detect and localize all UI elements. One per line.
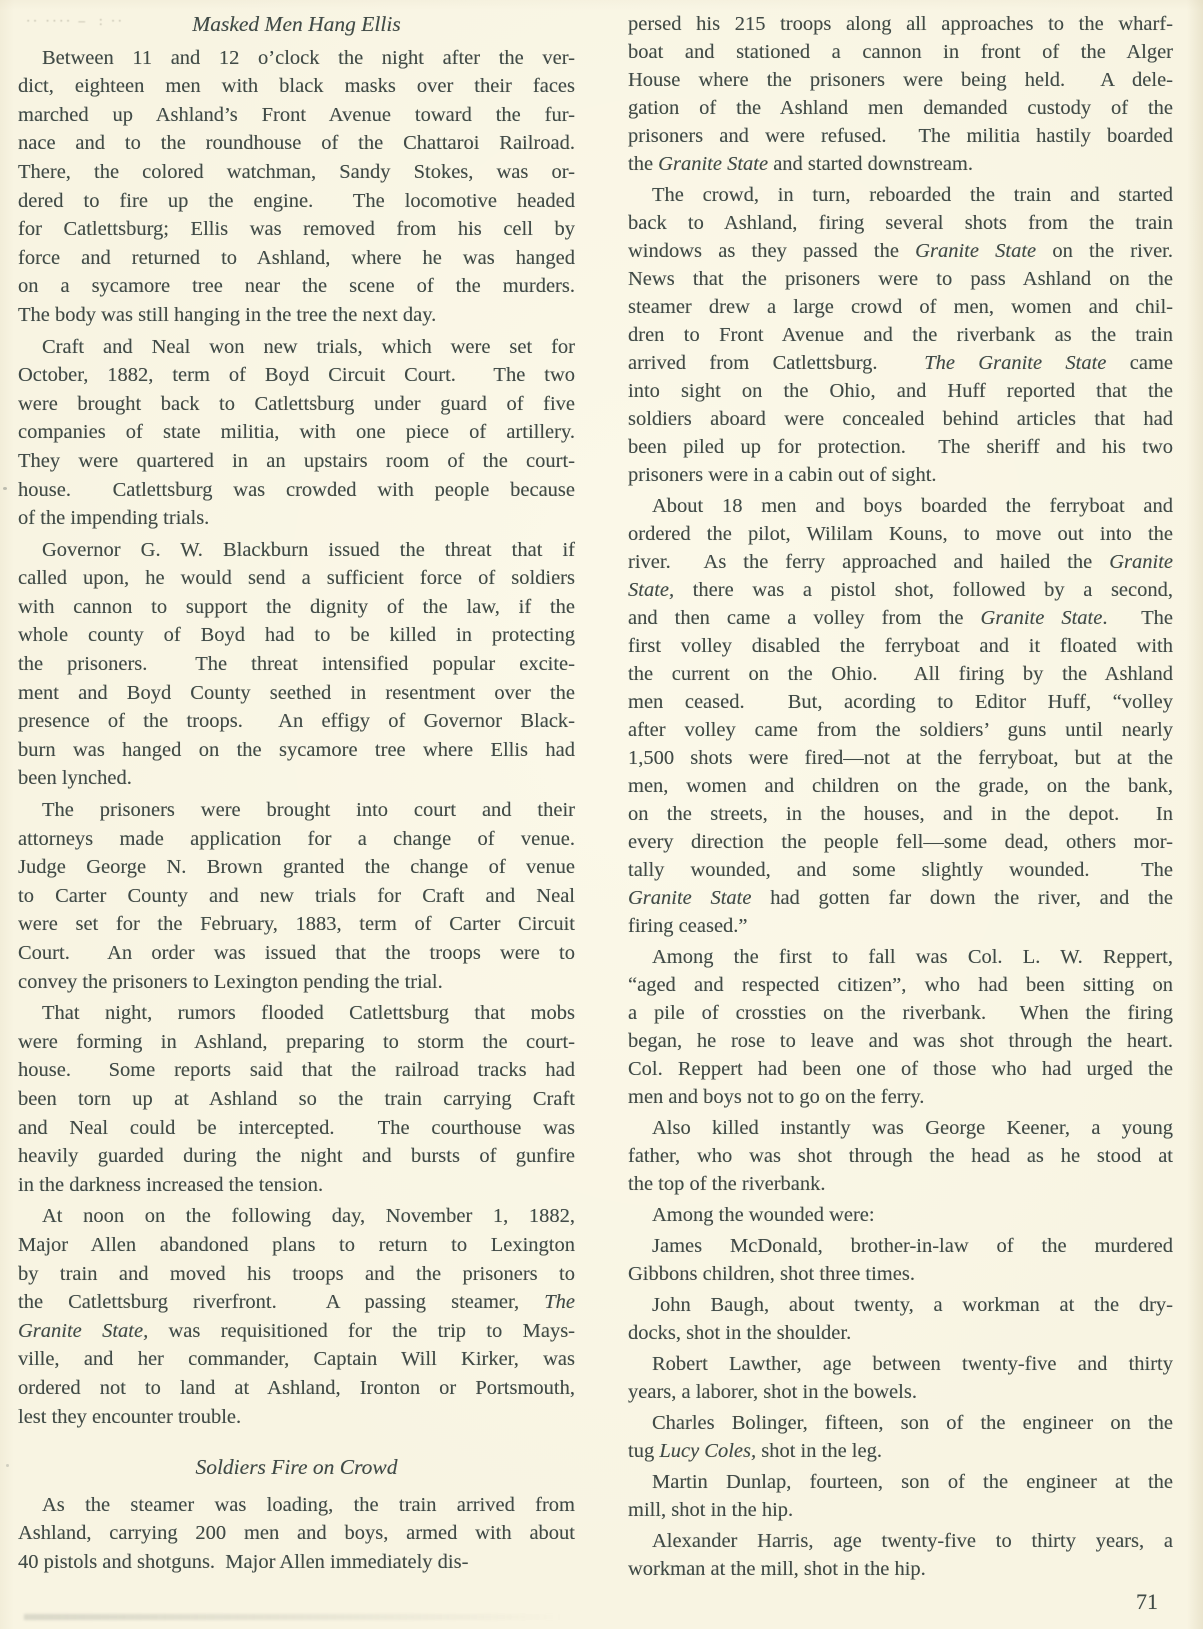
paragraph [18, 536, 575, 793]
text-line [628, 293, 1173, 321]
text-line [628, 828, 1173, 856]
paragraph [628, 1350, 1173, 1406]
text-line [628, 632, 1173, 660]
text-run: Col. Reppert had been one of those who had urged the [628, 1058, 1173, 1080]
text-run: prisoners were in a cabin out of sight. [628, 464, 937, 486]
text-line [628, 1291, 1173, 1319]
text-run: first volley disabled the ferryboat and it floated with [628, 635, 1173, 657]
text-line [18, 158, 575, 187]
text-run: ville, and her commander, Captain Will Kirker, was [18, 1348, 575, 1371]
text-line [18, 1171, 575, 1200]
text-run: house. Some reports said that the railroad tracks had [18, 1059, 575, 1082]
paragraph [18, 999, 575, 1199]
text-line [628, 1114, 1173, 1142]
text-line [18, 187, 575, 216]
text-run: boat and stationed a cannon in front of the Alger [628, 41, 1173, 63]
two-column-text-area [18, 10, 1173, 1586]
text-line [18, 1142, 575, 1171]
text-line [628, 884, 1173, 912]
text-run: Gibbons children, shot three times. [628, 1263, 915, 1285]
text-run: ordered the pilot, Wililam Kouns, to move out into the [628, 523, 1173, 545]
text-run: The body was still hanging in the tree the next day. [18, 303, 437, 326]
text-line [628, 943, 1173, 971]
text-run: Also killed instantly was George Keener, a young [652, 1117, 1173, 1139]
text-run: called upon, he would send a sufficient force of soldiers [18, 567, 575, 590]
text-run: News that the prisoners were to pass Ashland on the [628, 268, 1173, 290]
text-run: The prisoners were brought into court and their [42, 799, 575, 822]
text-line [18, 333, 575, 362]
text-line [18, 244, 575, 273]
text-line [628, 1409, 1173, 1437]
text-line [18, 476, 575, 505]
text-line [18, 621, 575, 650]
text-run: the Catlettsburg riverfront. A passing steamer, [18, 1291, 545, 1314]
text-run: house. Catlettsburg was crowded with people because [18, 478, 575, 501]
text-line [628, 772, 1173, 800]
text-run: every direction the people fell—some dead, others mor- [628, 831, 1173, 853]
text-line [628, 10, 1173, 38]
text-line [628, 716, 1173, 744]
text-line [18, 1345, 575, 1374]
text-run: dict, eighteen men with black masks over their faces [18, 75, 575, 98]
paragraph [18, 1202, 575, 1431]
text-run: into sight on the Ohio, and Huff reported that the [628, 380, 1173, 402]
ink-speck [6, 1464, 9, 1467]
text-run: been piled up for protection. The sheriff and his two [628, 436, 1173, 458]
text-run: dren to Front Avenue and the riverbank as the train [628, 324, 1173, 346]
text-line [18, 272, 575, 301]
text-line [18, 650, 575, 679]
text-line [18, 1056, 575, 1085]
italic-text-run: Soldiers Fire on Crowd [195, 1455, 398, 1480]
text-run: men and boys not to go on the ferry. [628, 1086, 925, 1108]
text-line [628, 520, 1173, 548]
text-run: Martin Dunlap, fourteen, son of the engineer at the [652, 1471, 1173, 1493]
text-line [18, 129, 575, 158]
text-run: men ceased. But, acording to Editor Huff, “volley [628, 691, 1173, 713]
text-line [628, 688, 1173, 716]
text-run: there was a pistol shot, followed by a second, [674, 579, 1173, 601]
text-run: father, who was shot through the head as he stood at [628, 1145, 1173, 1167]
text-line [18, 736, 575, 765]
text-line [18, 939, 575, 968]
text-line [18, 564, 575, 593]
text-run: were forming in Ashland, preparing to storm the court- [18, 1030, 575, 1053]
paragraph [18, 1491, 575, 1577]
text-run: was requisitioned for the trip to Mays- [148, 1319, 575, 1342]
text-line [628, 1468, 1173, 1496]
text-line [628, 321, 1173, 349]
text-run: companies of state militia, with one piece of artillery. [18, 421, 575, 444]
text-line [18, 825, 575, 854]
text-run: October, 1882, term of Boyd Circuit Court. The two [18, 364, 575, 387]
text-line [628, 1201, 1173, 1229]
text-run: Among the first to fall was Col. L. W. Reppert, [652, 946, 1173, 968]
text-line [628, 999, 1173, 1027]
text-line [18, 910, 575, 939]
text-line [628, 38, 1173, 66]
text-run: John Baugh, about twenty, a workman at the dry- [652, 1294, 1173, 1316]
text-line [628, 405, 1173, 433]
text-line [628, 1232, 1173, 1260]
italic-text-run: Granite State, [18, 1319, 149, 1342]
text-run: gation of the Ashland men demanded custody of the [628, 97, 1173, 119]
text-run: . The [1102, 607, 1173, 629]
paragraph [628, 1291, 1173, 1347]
text-line [628, 660, 1173, 688]
text-run: workman at the mill, shot in the hip. [628, 1558, 926, 1580]
text-run: Charles Bolinger, fifteen, son of the engineer on the [652, 1412, 1173, 1434]
text-run: steamer drew a large crowd of men, women and chil- [628, 296, 1173, 318]
text-run: been torn up at Ashland so the train carrying Craft [18, 1087, 575, 1110]
text-line [18, 796, 575, 825]
text-run: 40 pistols and shotguns. Major Allen immediately dis- [18, 1550, 469, 1573]
text-run: began, he rose to leave and was shot through the heart. [628, 1030, 1173, 1052]
text-line [18, 1288, 575, 1317]
text-line [628, 94, 1173, 122]
text-run: There, the colored watchman, Sandy Stokes, was or- [18, 160, 575, 183]
text-line [628, 433, 1173, 461]
paragraph [628, 1409, 1173, 1465]
text-run: men, women and children on the grade, on the bank, [628, 775, 1173, 797]
paragraph [628, 1201, 1173, 1229]
paragraph [18, 333, 575, 533]
text-line [628, 265, 1173, 293]
text-line [18, 72, 575, 101]
text-run: Ashland, carrying 200 men and boys, armed with about [18, 1522, 575, 1545]
text-run: burn was hanged on the sycamore tree where Ellis had [18, 738, 575, 761]
italic-text-run: State, [628, 579, 675, 601]
text-run: nace and to the roundhouse of the Chattaroi Railroad. [18, 132, 575, 155]
text-run: force and returned to Ashland, where he was hanged [18, 246, 575, 269]
text-run: windows as they passed the [628, 240, 916, 262]
text-run: tug [628, 1440, 660, 1462]
text-line [18, 1231, 575, 1260]
text-run: back to Ashland, firing several shots from the train [628, 212, 1173, 234]
text-run: Robert Lawther, age between twenty-five and thirty [652, 1353, 1173, 1375]
text-line [628, 971, 1173, 999]
text-run: As the steamer was loading, the train arrived from [42, 1493, 575, 1516]
text-run: “aged and respected citizen”, who had been sitting on [628, 974, 1173, 996]
text-run: Between 11 and 12 o’clock the night after the ver- [42, 46, 575, 69]
text-run: Craft and Neal won new trials, which were set for [42, 335, 575, 358]
text-line [18, 215, 575, 244]
text-run: The crowd, in turn, reboarded the train and started [652, 184, 1173, 206]
text-line [18, 390, 575, 419]
text-line [628, 349, 1173, 377]
text-line [18, 447, 575, 476]
text-run: ordered not to land at Ashland, Ironton or Portsmouth, [18, 1376, 575, 1399]
text-line [18, 1403, 575, 1432]
text-run: soldiers aboard were concealed behind articles that had [628, 408, 1173, 430]
text-line [628, 461, 1173, 489]
italic-text-run: Granite State [980, 607, 1103, 629]
text-run: years, a laborer, shot in the bowels. [628, 1381, 917, 1403]
text-run: Governor G. W. Blackburn issued the threat that if [42, 538, 575, 561]
text-line [628, 1527, 1173, 1555]
pencil-smudge-artifact: ·· ···· – : ·· [26, 13, 125, 28]
text-line [628, 1142, 1173, 1170]
text-line [628, 1055, 1173, 1083]
text-line [628, 66, 1173, 94]
text-line [628, 1260, 1173, 1288]
text-line [18, 968, 575, 997]
text-column-left [18, 10, 575, 1586]
text-run: ment and Boyd County seethed in resentment over the [18, 681, 575, 704]
text-line [18, 1317, 575, 1346]
text-line [628, 492, 1173, 520]
text-line [628, 237, 1173, 265]
text-run: Alexander Harris, age twenty-five to thirty years, a [652, 1530, 1173, 1552]
text-run: presence of the troops. An effigy of Governor Black- [18, 710, 575, 733]
page-number: 71 [1136, 1589, 1158, 1614]
text-run: been lynched. [18, 767, 132, 790]
text-run: marched up Ashland’s Front Avenue toward the fur- [18, 103, 575, 126]
italic-text-run: Granite State [658, 153, 769, 175]
text-column-right [628, 10, 1173, 1586]
text-run: to Carter County and new trials for Craft and Neal [18, 884, 575, 907]
text-run: About 18 men and boys boarded the ferryboat and [652, 495, 1173, 517]
text-line [18, 1028, 575, 1057]
text-run: were brought back to Catlettsburg under guard of five [18, 392, 575, 415]
text-line [18, 679, 575, 708]
text-line [18, 707, 575, 736]
text-line [18, 882, 575, 911]
text-run: mill, shot in the hip. [628, 1499, 794, 1521]
section-heading [18, 10, 575, 39]
text-run: 1,500 shots were fired—not at the ferryboat, but at the [628, 747, 1173, 769]
italic-text-run: Granite State [915, 240, 1037, 262]
italic-text-run: Granite State [628, 887, 752, 909]
text-run: came [1106, 352, 1174, 374]
text-line [18, 301, 575, 330]
text-line [628, 744, 1173, 772]
text-run: At noon on the following day, November 1, 1882, [42, 1205, 575, 1228]
text-run: a pile of crossties on the riverbank. When the firing [628, 1002, 1173, 1024]
text-run: lest they encounter trouble. [18, 1405, 242, 1428]
text-run: for Catlettsburg; Ellis was removed from his cell by [18, 218, 575, 241]
text-line [18, 1260, 575, 1289]
text-line [628, 912, 1173, 940]
text-run: convey the prisoners to Lexington pending the trial. [18, 970, 443, 993]
text-line [18, 101, 575, 130]
text-run: were set for the February, 1883, term of Carter Circuit [18, 913, 575, 936]
text-run: Court. An order was issued that the troops were to [18, 942, 575, 964]
text-line [628, 377, 1173, 405]
text-run: Judge George N. Brown granted the change of venue [18, 856, 575, 879]
paragraph [628, 1468, 1173, 1524]
text-line [628, 1083, 1173, 1111]
text-run: tally wounded, and some slightly wounded. The [628, 859, 1173, 881]
text-run: shot in the leg. [756, 1440, 882, 1462]
text-line [628, 209, 1173, 237]
text-run: the prisoners. The threat intensified popular excite- [18, 653, 575, 676]
text-line [628, 122, 1173, 150]
text-line [628, 1496, 1173, 1524]
text-run: Among the wounded were: [652, 1204, 875, 1226]
paragraph [628, 181, 1173, 489]
text-line [628, 800, 1173, 828]
text-run: and started downstream. [768, 153, 974, 175]
text-run: the [628, 153, 659, 175]
text-line [628, 1319, 1173, 1347]
ink-speck [3, 487, 7, 490]
text-run: after volley came from the soldiers’ guns until nearly [628, 719, 1173, 741]
text-run: prisoners and were refused. The militia hastily boarded [628, 125, 1173, 147]
text-run: attorneys made application for a change of venue. [18, 827, 575, 850]
text-run: the top of the riverbank. [628, 1173, 826, 1195]
text-line [628, 1378, 1173, 1406]
text-run: with cannon to support the dignity of the law, if the [18, 595, 575, 618]
paragraph [18, 44, 575, 330]
text-run: They were quartered in an upstairs room of the court- [18, 449, 575, 472]
text-run: had gotten far down the river, and the [751, 887, 1174, 909]
text-run: docks, shot in the shoulder. [628, 1322, 852, 1344]
text-line [18, 593, 575, 622]
text-run: on a sycamore tree near the scene of the murders. [18, 275, 575, 298]
text-run: and Neal could be intercepted. The courthouse was [18, 1116, 575, 1139]
text-run: firing ceased.” [628, 915, 748, 937]
text-line [628, 1350, 1173, 1378]
text-run: House where the prisoners were being held. A dele- [628, 69, 1173, 91]
text-line [18, 1491, 575, 1520]
text-line [628, 576, 1173, 604]
paragraph [628, 1232, 1173, 1288]
text-line [18, 1085, 575, 1114]
paragraph [628, 492, 1173, 940]
text-line [18, 999, 575, 1028]
text-line [628, 1437, 1173, 1465]
paragraph [628, 1114, 1173, 1198]
text-line [18, 1202, 575, 1231]
text-run: whole county of Boyd had to be killed in protecting [18, 624, 575, 647]
text-line [628, 150, 1173, 178]
text-line [18, 1548, 575, 1577]
text-run: in the darkness increased the tension. [18, 1173, 324, 1196]
text-line [18, 504, 575, 533]
text-run: heavily guarded during the night and bursts of gunfire [18, 1145, 575, 1168]
section-heading [18, 1453, 575, 1482]
text-line [628, 1555, 1173, 1583]
italic-text-run: Lucy Coles, [659, 1440, 757, 1462]
text-line [628, 856, 1173, 884]
text-run: Major Allen abandoned plans to return to Lexington [18, 1233, 575, 1256]
text-line [18, 1519, 575, 1548]
text-line [628, 1027, 1173, 1055]
text-run: on the streets, in the houses, and in the depot. In [628, 803, 1173, 825]
text-run: James McDonald, brother-in-law of the murdered [652, 1235, 1173, 1257]
paragraph [628, 10, 1173, 178]
text-line [18, 853, 575, 882]
text-line [628, 604, 1173, 632]
text-run: dered to fire up the engine. The locomotive headed [18, 189, 575, 212]
text-line [18, 44, 575, 73]
text-line [18, 1374, 575, 1403]
text-run: persed his 215 troops along all approaches to the wharf- [628, 13, 1173, 35]
text-run: That night, rumors flooded Catlettsburg that mobs [42, 1002, 575, 1025]
text-run: river. As the ferry approached and hailed the [628, 551, 1110, 573]
italic-text-run: Masked Men Hang Ellis [192, 12, 401, 36]
text-run: and then came a volley from the [628, 607, 981, 629]
text-line [628, 181, 1173, 209]
text-line [18, 361, 575, 390]
text-run: of the impending trials. [18, 507, 210, 530]
text-line [18, 418, 575, 447]
text-run: by train and moved his troops and the prisoners to [18, 1262, 575, 1285]
paragraph [628, 943, 1173, 1111]
text-line [18, 536, 575, 565]
text-line [628, 548, 1173, 576]
paragraph [628, 1527, 1173, 1583]
text-line [18, 764, 575, 793]
italic-text-run: The [544, 1291, 575, 1314]
text-run: on the river. [1036, 240, 1174, 262]
text-run: arrived from Catlettsburg. [628, 352, 925, 374]
text-run: the current on the Ohio. All firing by the Ashland [628, 663, 1173, 685]
paragraph [18, 796, 575, 996]
scan-artifact [24, 1614, 564, 1620]
italic-text-run: Granite [1109, 551, 1173, 573]
text-line [18, 1114, 575, 1143]
italic-text-run: The Granite State [924, 352, 1107, 374]
text-line [628, 1170, 1173, 1198]
